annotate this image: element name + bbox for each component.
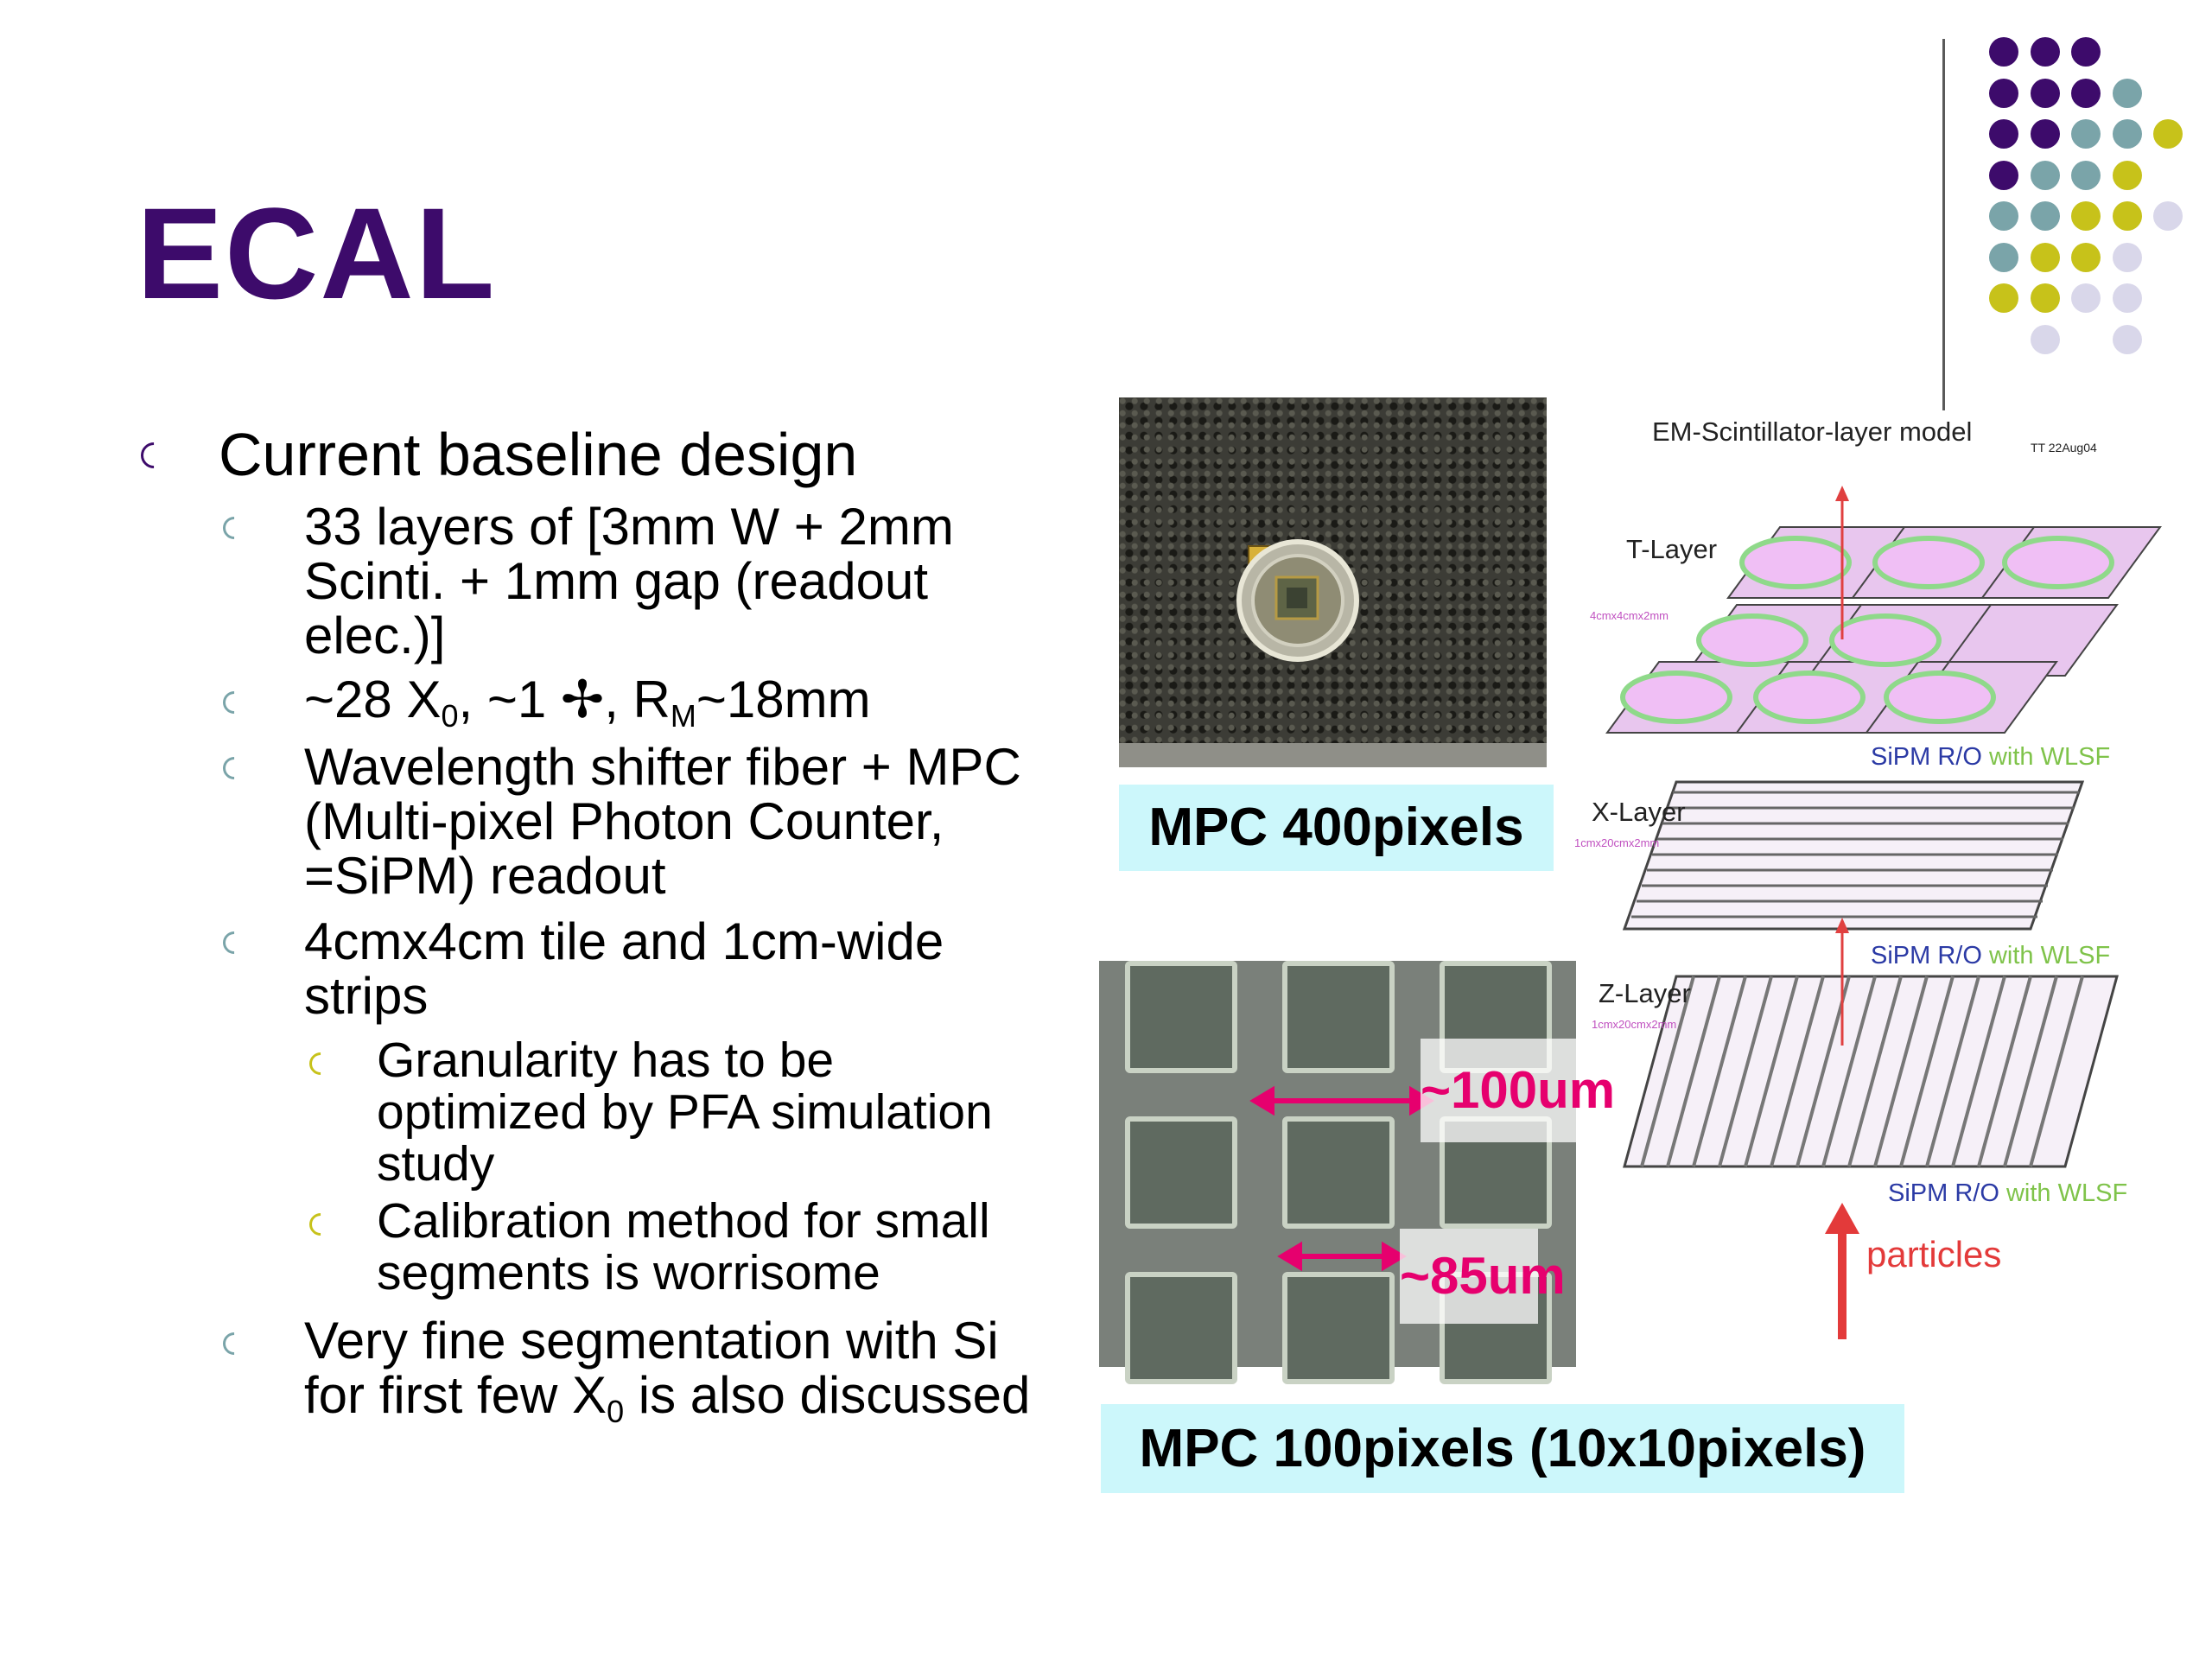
decorative-dot <box>1989 201 2018 231</box>
text-lambda: , ~1 <box>458 671 561 728</box>
bullet-marker-icon <box>219 512 251 544</box>
z-layer-label: Z-Layer <box>1599 978 1691 1008</box>
diagram-stamp: TT 22Aug04 <box>2031 441 2097 454</box>
mpc-400-label: MPC 400pixels <box>1119 785 1554 871</box>
bullet-layers-line: Scinti. + 1mm gap (readout <box>304 552 929 610</box>
bullet-current-baseline: Current baseline design <box>219 421 858 488</box>
dimension-85um: ~85um <box>1400 1229 1538 1324</box>
bullet-wls-line: Wavelength shifter fiber + MPC <box>304 738 1021 796</box>
decorative-dot <box>1989 119 2018 149</box>
decorative-dot <box>1989 161 2018 190</box>
decorative-dot <box>1989 79 2018 108</box>
bullet-marker-icon <box>219 753 251 785</box>
decorative-dot <box>2113 243 2142 272</box>
decorative-dot <box>2153 119 2183 149</box>
bullet-layers <box>304 499 954 663</box>
decorative-dot <box>2031 119 2060 149</box>
text-discussed: is also discussed <box>624 1366 1031 1424</box>
decorative-dot <box>2031 283 2060 313</box>
t-layer-dim: 4cmx4cmx2mm <box>1590 609 1669 622</box>
readout-a: SiPM R/O <box>1871 743 1982 771</box>
bullet-wls-line: (Multi-pixel Photon Counter, <box>304 792 944 850</box>
text-rm: , R <box>604 671 671 728</box>
decorative-dot <box>2071 161 2101 190</box>
bullet-gran-line: optimized by PFA simulation <box>377 1084 993 1140</box>
diagram-title: EM-Scintillator-layer model <box>1652 416 1973 447</box>
decorative-dot <box>2071 243 2101 272</box>
decorative-dot <box>2153 201 2183 231</box>
decorative-dot <box>2031 37 2060 67</box>
lambda-glyph-icon: ✢ <box>560 671 605 728</box>
decorative-dot <box>1989 283 2018 313</box>
bullet-si-line <box>304 1366 1031 1429</box>
decorative-dot <box>1989 243 2018 272</box>
decorative-dot <box>2113 161 2142 190</box>
readout-b: with WLSF <box>2005 1179 2128 1207</box>
readout-label-2 <box>1871 942 2110 970</box>
decorative-dot <box>2071 37 2101 67</box>
bullet-tile-strips <box>304 914 944 1023</box>
bullet-list <box>0 0 1123 1469</box>
bullet-tile-line: 4cmx4cm tile and 1cm-wide <box>304 912 944 970</box>
bullet-si-line: Very fine segmentation with Si <box>304 1312 999 1370</box>
bullet-marker-icon <box>219 687 251 719</box>
bullet-tile-line: strips <box>304 967 429 1025</box>
decorative-dot <box>1989 37 2018 67</box>
z-layer-dim: 1cmx20cmx2mm <box>1592 1018 1677 1031</box>
decorative-dot <box>2031 325 2060 354</box>
decorative-dot <box>2071 119 2101 149</box>
readout-label-1 <box>1871 743 2110 772</box>
dimension-100um: ~100um <box>1421 1039 1576 1142</box>
bullet-marker-icon <box>305 1048 337 1080</box>
bullet-marker-icon <box>136 437 172 474</box>
decorative-dot <box>2031 161 2060 190</box>
bullet-calibration <box>377 1193 990 1300</box>
decorative-dot <box>2071 201 2101 231</box>
vertical-rule <box>1942 39 1945 410</box>
text-x0: ~28 X <box>304 671 442 728</box>
text-first-few: for first few X <box>304 1366 607 1424</box>
bullet-marker-icon <box>219 1328 251 1360</box>
mpc-100-photo <box>1099 961 1616 1367</box>
readout-label-3 <box>1888 1179 2127 1208</box>
bullet-calib-line: segments is worrisome <box>377 1244 880 1300</box>
readout-b: with WLSF <box>1988 942 2111 969</box>
particles-label: particles <box>1866 1234 2002 1274</box>
text-rm-value: ~18mm <box>696 671 871 728</box>
mpc-package-icon <box>1119 397 1547 767</box>
readout-b: with WLSF <box>1988 743 2111 771</box>
decorative-dot <box>2071 283 2101 313</box>
x-layer-dim: 1cmx20cmx2mm <box>1574 836 1660 849</box>
decorative-dot <box>2113 201 2142 231</box>
decorative-dot <box>2113 79 2142 108</box>
slide-title: ECAL <box>137 181 497 326</box>
bullet-layers-line: elec.)] <box>304 607 446 664</box>
readout-a: SiPM R/O <box>1888 1179 1999 1207</box>
t-layer-label: T-Layer <box>1626 534 1718 564</box>
bullet-wls-line: =SiPM) readout <box>304 847 666 905</box>
bullet-radiation-length <box>304 671 871 734</box>
bullet-marker-icon <box>305 1209 337 1241</box>
x-layer-label: X-Layer <box>1592 797 1686 827</box>
layer-diagram <box>1573 406 2177 1357</box>
mpc-100-label: MPC 100pixels (10x10pixels) <box>1101 1404 1904 1493</box>
decorative-dot <box>2031 243 2060 272</box>
bullet-gran-line: Granularity has to be <box>377 1033 835 1088</box>
readout-a: SiPM R/O <box>1871 942 1982 969</box>
bullet-layers-line: 33 layers of [3mm W + 2mm <box>304 498 954 556</box>
bullet-granularity <box>377 1035 993 1191</box>
mpc-400-photo <box>1119 397 1547 767</box>
bullet-marker-icon <box>219 927 251 959</box>
decorative-dot <box>2031 79 2060 108</box>
decorative-dot <box>2031 201 2060 231</box>
subscript: 0 <box>441 697 459 734</box>
decorative-dot <box>2113 119 2142 149</box>
subscript: 0 <box>607 1393 625 1429</box>
bullet-si-segmentation <box>304 1312 1031 1429</box>
bullet-calib-line: Calibration method for small <box>377 1193 990 1249</box>
decorative-dot <box>2071 79 2101 108</box>
decorative-dot <box>2113 283 2142 313</box>
bullet-gran-line: study <box>377 1135 495 1192</box>
bullet-wls-fiber <box>304 740 1021 903</box>
subscript: M <box>670 697 696 734</box>
decorative-dot <box>2113 325 2142 354</box>
